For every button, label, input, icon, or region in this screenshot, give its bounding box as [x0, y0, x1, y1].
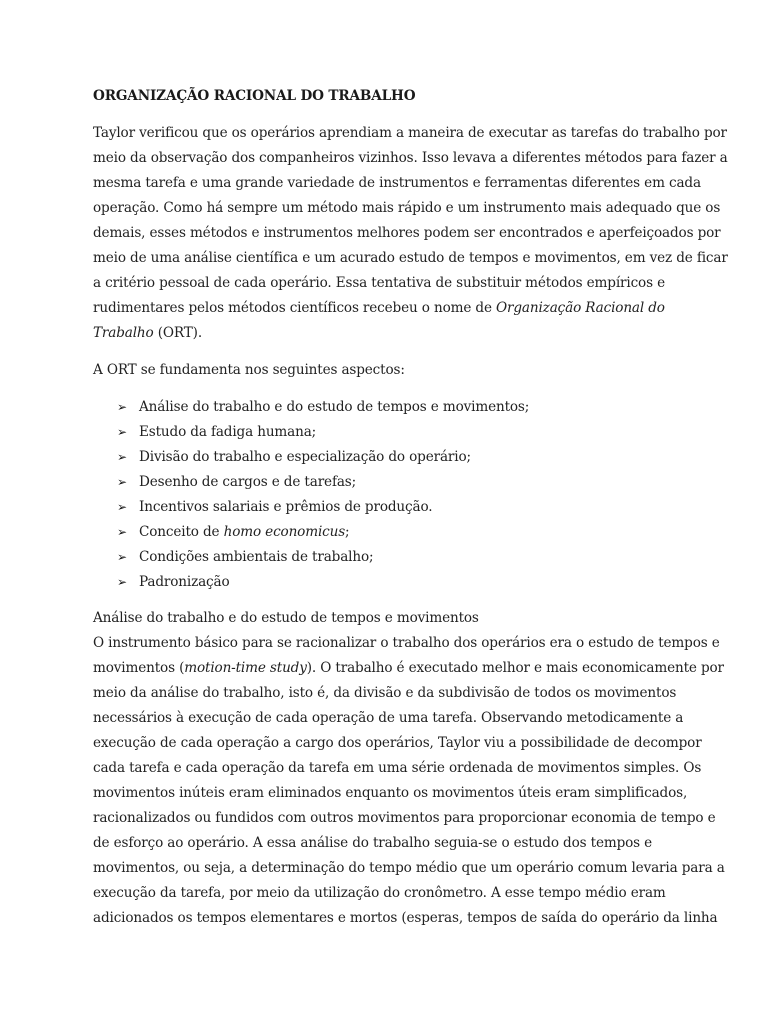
list-item [117, 495, 683, 520]
body-line: movimentos inúteis eram eliminados enquanto os movimentos úteis eram simplificados, [93, 785, 688, 801]
list-item-text: Análise do trabalho e do estudo de tempos e movimentos; [139, 399, 530, 415]
body-line: meio da análise do trabalho, isto é, da divisão e da subdivisão de todos os movimentos [93, 685, 677, 701]
list-item [117, 520, 683, 545]
motion-time-study-italic: motion-time study [184, 660, 307, 676]
intro-line: mesma tarefa e uma grande variedade de instrumentos e ferramentas diferentes em cada [93, 175, 701, 191]
intro-line-text: rudimentares pelos métodos científicos recebeu o nome de [93, 300, 497, 316]
list-item-prefix: Conceito de [139, 524, 224, 540]
body-line: O instrumento básico para se racionalizar o trabalho dos operários era o estudo de tempos e [93, 635, 720, 651]
intro-line: operação. Como há sempre um método mais rápido e um instrumento mais adequado que os [93, 200, 721, 216]
homo-economicus-italic: homo economicus [223, 524, 346, 540]
arrow-bullet-icon: ➢ [117, 500, 127, 514]
list-item [117, 570, 683, 595]
body-line: racionalizados ou fundidos com outros movimentos para proporcionar economia de tempo e [93, 810, 716, 826]
arrow-bullet-icon: ➢ [117, 425, 127, 439]
body-line: necessários à execução de cada operação de uma tarefa. Observando metodicamente a [93, 710, 684, 726]
list-item-text: Padronização [139, 574, 230, 590]
intro-line: a critério pessoal de cada operário. Essa tentativa de substituir métodos empíricos e [93, 275, 665, 291]
document-page [93, 83, 728, 931]
list-item [117, 445, 683, 470]
list-item-text [139, 520, 349, 545]
intro-line-text: (ORT). [153, 325, 202, 341]
list-item-text: Incentivos salariais e prêmios de produção. [139, 499, 433, 515]
arrow-bullet-icon: ➢ [117, 400, 127, 414]
aspects-list [93, 395, 683, 595]
body-line-text: movimentos ( [93, 660, 185, 676]
list-item-suffix: ; [345, 524, 350, 540]
arrow-bullet-icon: ➢ [117, 550, 127, 564]
arrow-bullet-icon: ➢ [117, 475, 127, 489]
body-line: cada tarefa e cada operação da tarefa em uma série ordenada de movimentos simples. Os [93, 760, 702, 776]
body-line: execução da tarefa, por meio da utilização do cronômetro. A esse tempo médio eram [93, 885, 666, 901]
list-item-text: Desenho de cargos e de tarefas; [139, 474, 357, 490]
intro-line [93, 321, 683, 346]
body-line: adicionados os tempos elementares e mortos (esperas, tempos de saída do operário da linha [93, 910, 718, 926]
aspects-intro: A ORT se fundamenta nos seguintes aspectos: [93, 362, 405, 378]
intro-line: demais, esses métodos e instrumentos melhores podem ser encontrados e aperfeiçoados por [93, 225, 721, 241]
list-item [117, 420, 683, 445]
intro-paragraph [93, 121, 728, 346]
list-item-text: Condições ambientais de trabalho; [139, 549, 374, 565]
list-item [117, 470, 683, 495]
ort-term-italic: Organização Racional do [496, 300, 665, 316]
arrow-bullet-icon: ➢ [117, 575, 127, 589]
arrow-bullet-icon: ➢ [117, 450, 127, 464]
body-line-text: ). O trabalho é executado melhor e mais economicamente por [306, 660, 724, 676]
list-item [117, 545, 683, 570]
list-item-text: Divisão do trabalho e especialização do operário; [139, 449, 471, 465]
ort-term-italic: Trabalho [93, 325, 154, 341]
intro-line: meio da observação dos companheiros vizinhos. Isso levava a diferentes métodos para fazer a [93, 150, 728, 166]
arrow-bullet-icon: ➢ [117, 525, 127, 539]
intro-line [93, 296, 683, 321]
body-line: execução de cada operação a cargo dos operários, Taylor viu a possibilidade de decompor [93, 735, 702, 751]
body-paragraph [93, 631, 725, 931]
list-item-text: Estudo da fadiga humana; [139, 424, 317, 440]
document-title: ORGANIZAÇÃO RACIONAL DO TRABALHO [93, 88, 416, 104]
body-line: movimentos, ou seja, a determinação do tempo médio que um operário comum levaria para a [93, 860, 725, 876]
intro-line: meio de uma análise científica e um acurado estudo de tempos e movimentos, em vez de ficar [93, 250, 728, 266]
body-line [93, 656, 724, 681]
list-item [117, 395, 683, 420]
intro-line: Taylor verificou que os operários aprendiam a maneira de executar as tarefas do trabalho por [93, 125, 727, 141]
section-heading: Análise do trabalho e do estudo de tempos e movimentos [93, 610, 479, 626]
body-line: de esforço ao operário. A essa análise do trabalho seguia-se o estudo dos tempos e [93, 835, 653, 851]
